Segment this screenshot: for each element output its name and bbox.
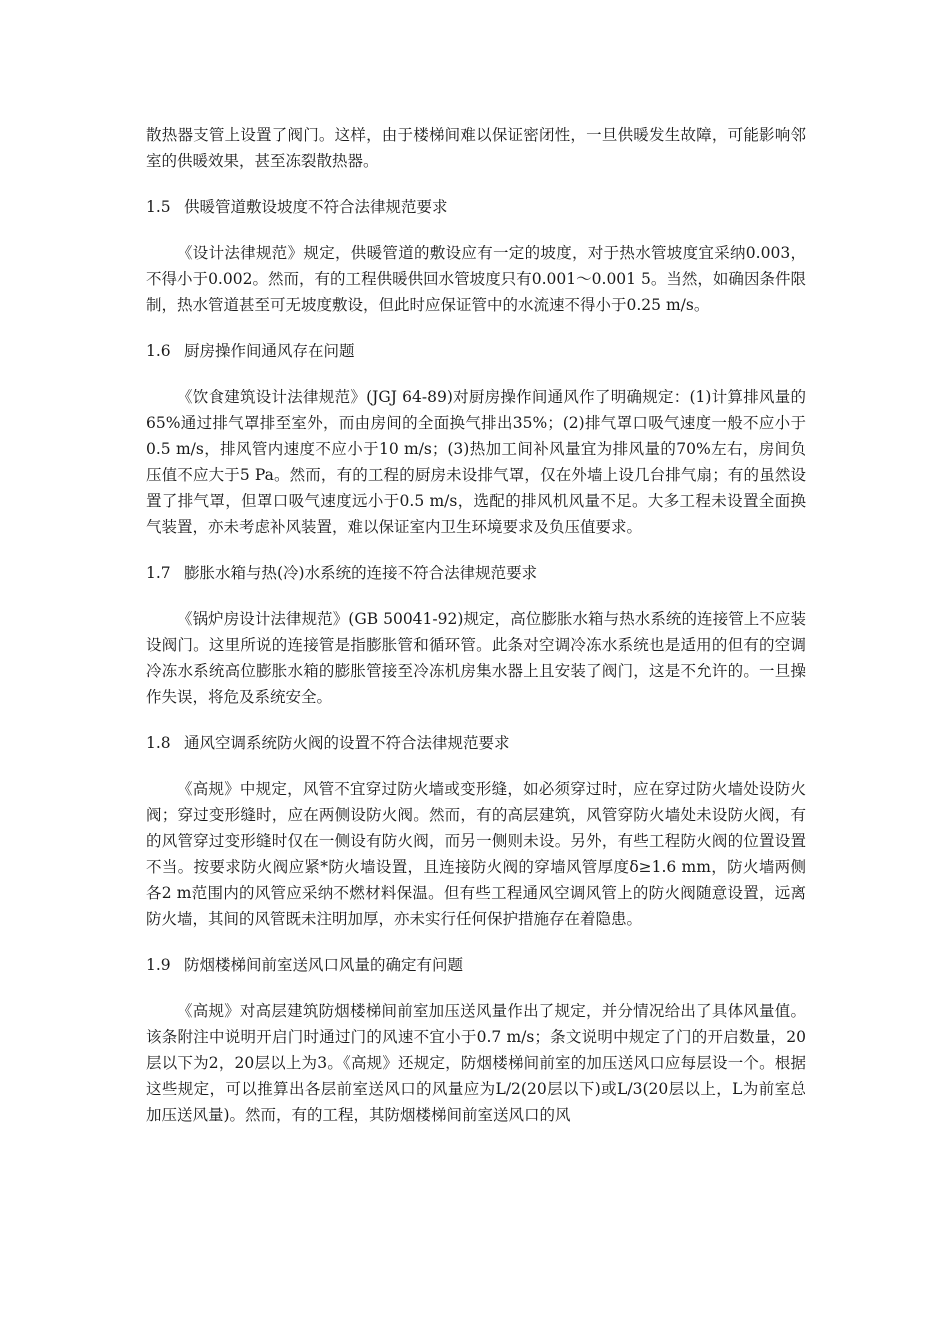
paragraph-1-8: 《高规》中规定，风管不宜穿过防火墙或变形缝，如必须穿过时，应在穿过防火墙处设防火阀；穿过变形缝时，应在两侧设防火阀。然而，有的高层建筑，风管穿防火墙处未设防火阀，有的风管穿过变形缝时仅在一侧设有防火阀，而另一侧则未设。另外，有些工程防火阀的位置设置不当。按要求防火阀应紧*防火墙设置，且连接防火阀的穿墙风管厚度δ≥1.6 mm，防火墙两侧各2 m范围内的风管应采纳不燃材料保温。但有些工程通风空调风管上的防火阀随意设置，远离防火墙，其间的风管既未注明加厚，亦未实行任何保护措施存在着隐患。 [146,780,806,928]
paragraph-1-7: 《锅炉房设计法律规范》(GB 50041-92)规定，高位膨胀水箱与热水系统的连接管上不应装设阀门。这里所说的连接管是指膨胀管和循环管。此条对空调冷冻水系统也是适用的但有的空调冷冻水系统高位膨胀水箱的膨胀管接至冷冻机房集水器上且安装了阀门，这是不允许的。一旦操作失误，将危及系统安全。 [146,610,806,706]
section-title: 供暖管道敷设坡度不符合法律规范要求 [184,198,448,216]
paragraph-1-9: 《高规》对高层建筑防烟楼梯间前室加压送风量作出了规定，并分情况给出了具体风量值。该条附注中说明开启门时通过门的风速不宜小于0.7 m/s；条文说明中规定了门的开启数量，20层以下为2，20层以上为3。《高规》还规定，防烟楼梯间前室的加压送风口应每层设一个。根据这些规定，可以推算出各层前室送风口的风量应为L/2(20层以下)或L/3(20层以上，L为前室总加压送风量)。然而，有的工程，其防烟楼梯间前室送风口的风 [146,1002,806,1124]
section-heading-1-9 [146,952,806,978]
section-number: 1.8 [146,734,171,752]
paragraph-continuation: 散热器支管上设置了阀门。这样，由于楼梯间难以保证密闭性，一旦供暖发生故障，可能影响邻室的供暖效果，甚至冻裂散热器。 [146,126,806,170]
section-heading-1-8 [146,730,806,756]
section-number: 1.9 [146,956,171,974]
section-number: 1.7 [146,564,171,582]
section-title: 膨胀水箱与热(冷)水系统的连接不符合法律规范要求 [184,564,538,582]
document-page [146,122,806,1128]
paragraph-1-5: 《设计法律规范》规定，供暖管道的敷设应有一定的坡度，对于热水管坡度宜采纳0.003，不得小于0.002。然而，有的工程供暖供回水管坡度只有0.001～0.001 5。当然，如确因条件限制，热水管道甚至可无坡度敷设，但此时应保证管中的水流速不得小于0.25 m/s。 [146,244,806,314]
section-heading-1-5 [146,194,806,220]
section-heading-1-6 [146,338,806,364]
section-title: 防烟楼梯间前室送风口风量的确定有问题 [184,956,464,974]
section-heading-1-7 [146,560,806,586]
section-title: 厨房操作间通风存在问题 [184,342,355,360]
section-number: 1.6 [146,342,171,360]
section-number: 1.5 [146,198,171,216]
paragraph-1-6: 《饮食建筑设计法律规范》(JGJ 64-89)对厨房操作间通风作了明确规定：(1)计算排风量的65%通过排气罩排至室外，而由房间的全面换气排出35%；(2)排气罩口吸气速度一般不应小于0.5 m/s，排风管内速度不应小于10 m/s；(3)热加工间补风量宜为排风量的70%左右，房间负压值不应大于5 Pa。然而，有的工程的厨房未设排气罩，仅在外墙上设几台排气扇；有的虽然设置了排气罩，但罩口吸气速度远小于0.5 m/s，选配的排风机风量不足。大多工程未设置全面换气装置，亦未考虑补风装置，难以保证室内卫生环境要求及负压值要求。 [146,388,806,536]
section-title: 通风空调系统防火阀的设置不符合法律规范要求 [184,734,510,752]
